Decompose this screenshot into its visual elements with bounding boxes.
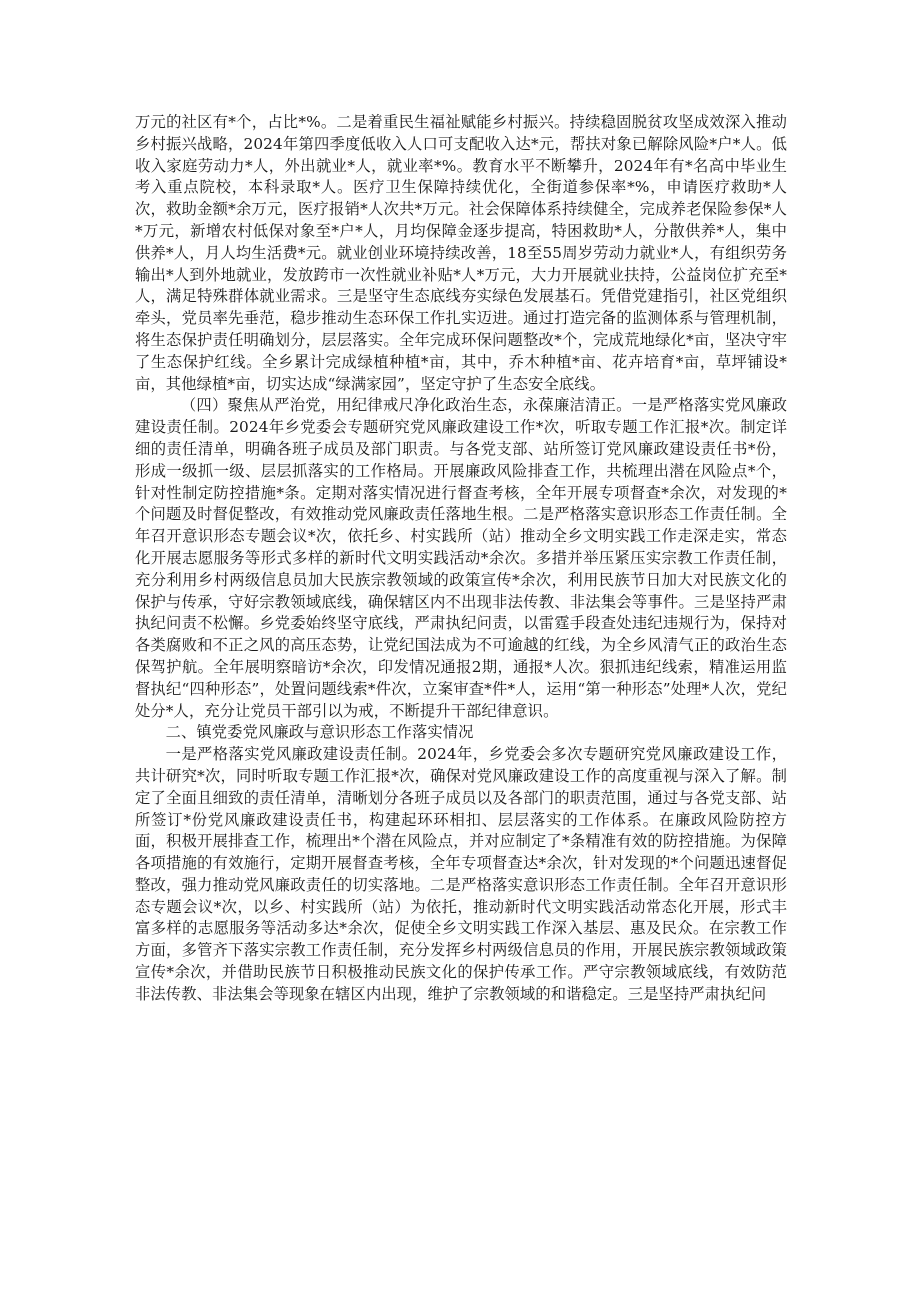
section-heading-two: 二、镇党委党风廉政与意识形态工作落实情况 — [165, 723, 474, 742]
paragraph-continued-people-livelihood: 万元的社区有*个，占比*%。二是着重民生福祉赋能乡村振兴。持续稳固脱贫攻坚成效深入推动乡村振兴战略，2024年第四季度低收入人口可支配收入达*元，帮扶对象已解除风险*户*人。低收入家庭劳动力*人，外出就业*人，就业率*%。教育水平不断攀升，2024年有*名高中毕业生考入重点院校，本科录取*人。医疗卫生保障持续优化，全街道参保率*%，申请医疗救助*人次，救助金额*余万元，医疗报销*人次共*万元。社会保障体系持续健全，完成养老保险参保*人*万元，新增农村低保对象至*户*人，月均保障金逐步提高，特困救助*人，分散供养*人，集中供养*人，月人均生活费*元。就业创业环境持续改善，18至55周岁劳动力就业*人，有组织劳务输出*人到外地就业，发放跨市一次性就业补贴*人*万元，大力开展就业扶持，公益岗位扩充至*人，满足特殊群体就业需求。三是坚守生态底线夯实绿色发展基石。凭借党建指引，社区党组织牵头，党员率先垂范，稳步推动生态环保工作扎实迈进。通过打造完备的监测体系与管理机制，将生态保护责任明确划分，层层落实。全年完成环保问题整改*个，完成荒地绿化*亩，坚决守牢了生态保护红线。全乡累计完成绿植种植*亩，其中，乔木种植*亩、花卉培育*亩，草坪铺设*亩，其他绿植*亩，切实达成“绿满家园”，坚定守护了生态安全底线。 — [135, 113, 787, 393]
paragraph-section-two-body: 一是严格落实党风廉政建设责任制。2024年，乡党委会多次专题研究党风廉政建设工作，共计研究*次，同时听取专题工作汇报*次，确保对党风廉政建设工作的高度重视与深入了解。制定了全面且细致的责任清单，清晰划分各班子成员以及各部门的职责范围，通过与各党支部、站所签订*份党风廉政建设责任书，构建起环环相扣、层层落实的工作体系。在廉政风险防控方面，积极开展排查工作，梳理出*个潜在风险点，并对应制定了*条精准有效的防控措施。为保障各项措施的有效施行，定期开展督查考核，全年专项督查达*余次，针对发现的*个问题迅速督促整改，强力推动党风廉政责任的切实落地。二是严格落实意识形态工作责任制。全年召开意识形态专题会议*次，以乡、村实践所（站）为依托，推动新时代文明实践活动常态化开展，形式丰富多样的志愿服务等活动多达*余次，促使全乡文明实践工作深入基层、惠及民众。在宗教工作方面，多管齐下落实宗教工作责任制，充分发挥乡村两级信息员的作用，开展民族宗教领域政策宣传*余次，并借助民族节日积极推动民族文化的保护传承工作。严守宗教领域底线，有效防范非法传教、非法集会等现象在辖区内出现，维护了宗教领域的和谐稳定。三是坚持严肃执纪问 — [135, 745, 787, 1003]
paragraph-section-four-party-discipline: （四）聚焦从严治党，用纪律戒尺净化政治生态，永葆廉洁清正。一是严格落实党风廉政建设责任制。2024年乡党委会专题研究党风廉政建设工作*次，听取专题工作汇报*次。制定详细的责任清单，明确各班子成员及部门职责。与各党支部、站所签订党风廉政建设责任书*份，形成一级抓一级、层层抓落实的工作格局。开展廉政风险排查工作，共梳理出潜在风险点*个，针对性制定防控措施*条。定期对落实情况进行督查考核，全年开展专项督查*余次，对发现的*个问题及时督促整改，有效推动党风廉政责任落地生根。二是严格落实意识形态工作责任制。全年召开意识形态专题会议*次，依托乡、村实践所（站）推动全乡文明实践工作走深走实，常态化开展志愿服务等形式多样的新时代文明实践活动*余次。多措并举压紧压实宗教工作责任制，充分利用乡村两级信息员加大民族宗教领域的政策宣传*余次，利用民族节日加大对民族文化的保护与传承，守好宗教领域底线，确保辖区内不出现非法传教、非法集会等事件。三是坚持严肃执纪问责不松懈。乡党委始终坚守底线，严肃执纪问责，以雷霆手段查处违纪违规行为，保持对各类腐败和不正之风的高压态势，让党纪国法成为不可逾越的红线，为全乡风清气正的政治生态保驾护航。全年展明察暗访*余次，印发情况通报2期，通报*人次。狠抓违纪线索，精准运用监督执纪“四种形态”，处置问题线索*件次，立案审查*件*人，运用“第一种形态”处理*人次，党纪处分*人，充分让党员干部引以为戒，不断提升干部纪律意识。 — [135, 396, 787, 720]
document-body — [135, 112, 787, 1006]
